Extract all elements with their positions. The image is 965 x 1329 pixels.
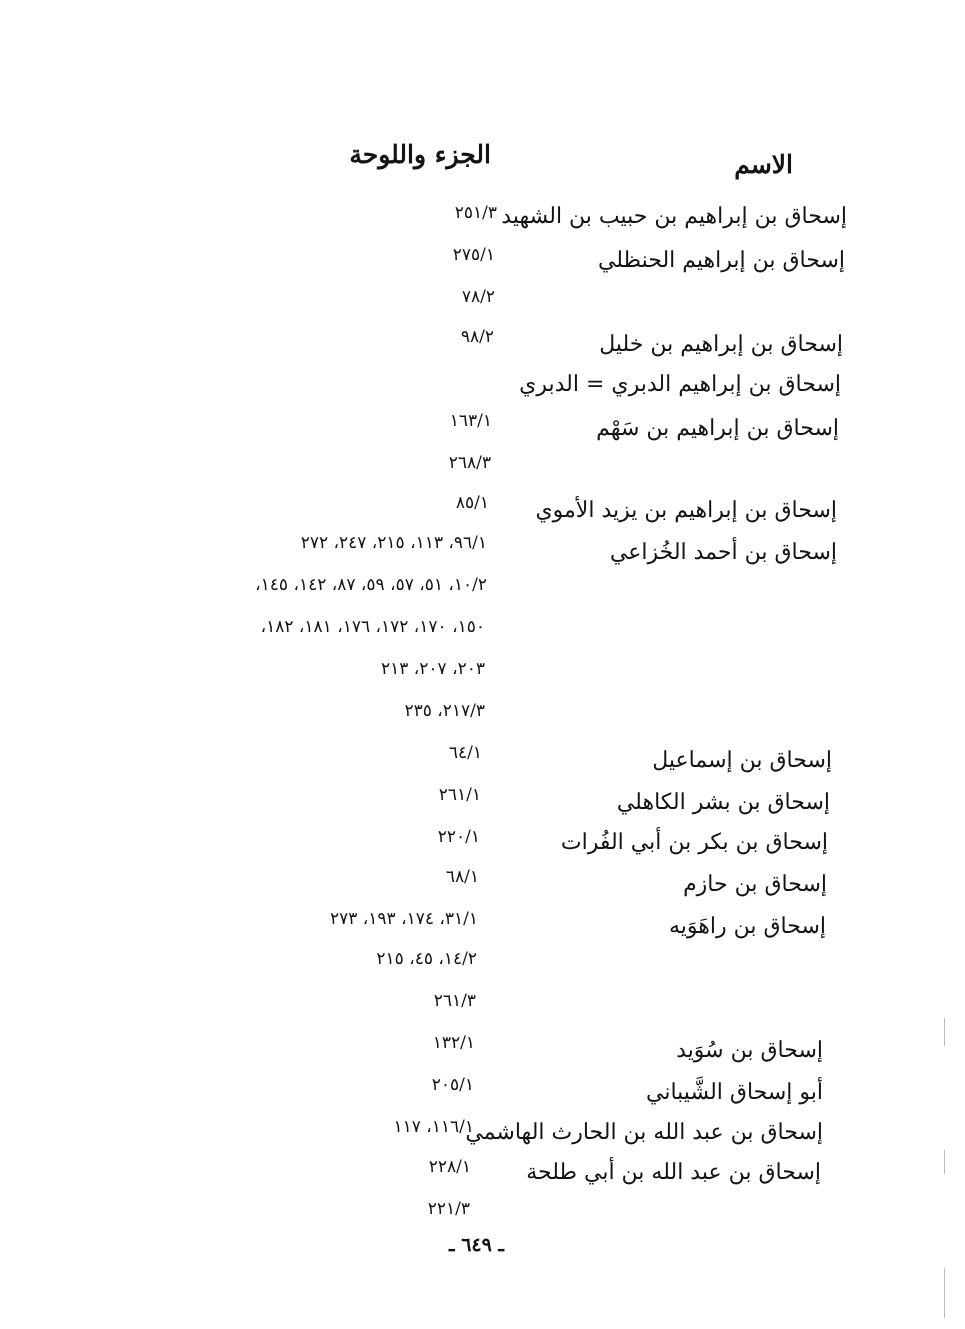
- index-entry-reference: ٩٦/١، ١١٣، ٢١٥، ٢٤٧، ٢٧٢: [300, 533, 487, 553]
- index-entry-name: إسحاق بن إبراهيم بن سَهْم: [596, 416, 839, 441]
- index-entry-reference: ٢٥١/٣: [454, 203, 497, 223]
- index-entry-reference: ٢٠٣، ٢٠٧، ٢١٣: [381, 659, 485, 679]
- index-entry-reference: ٢٢٨/١: [428, 1157, 471, 1177]
- index-entry-name: إسحاق بن إبراهيم الدبري = الدبري: [519, 372, 841, 397]
- index-entry-name: إسحاق بن راهَوَيه: [669, 914, 826, 939]
- index-entry-reference: ١٣٢/١: [432, 1033, 475, 1053]
- index-entry-reference: ١٦٣/١: [449, 411, 492, 431]
- index-entry-name: إسحاق بن أحمد الخُزاعي: [609, 540, 837, 565]
- index-entry-reference: ٢٠٥/١: [431, 1075, 474, 1095]
- index-entry-name: إسحاق بن حازم: [683, 872, 827, 897]
- index-entry-name: إسحاق بن بشر الكاهلي: [616, 790, 830, 815]
- column-header-name: الاسم: [734, 150, 793, 179]
- index-entry-reference: ٦٨/١: [445, 867, 479, 887]
- index-entry-reference: ٢٦١/٣: [433, 991, 476, 1011]
- index-entry-reference: ٢٦٨/٣: [448, 453, 491, 473]
- index-entry-reference: ١١٦/١، ١١٧: [393, 1117, 474, 1137]
- index-entry-reference: ٢٢٠/١: [437, 827, 480, 847]
- index-entry-name: إسحاق بن إبراهيم بن يزيد الأموي: [535, 498, 837, 523]
- index-entry-reference: ٩٨/٢: [460, 327, 494, 347]
- index-entry-reference: ٢١٧/٣، ٢٣٥: [404, 701, 485, 721]
- index-entry-reference: ٧٨/٢: [461, 287, 495, 307]
- scan-edge-mark: [944, 1268, 945, 1318]
- index-entry-reference: ١٠/٢، ٥١، ٥٧، ٥٩، ٨٧، ١٤٢، ١٤٥،: [255, 575, 487, 595]
- index-entry-reference: ٦٤/١: [448, 743, 482, 763]
- index-entry-name: إسحاق بن إبراهيم بن خليل: [599, 332, 843, 357]
- index-entry-reference: ٢٢١/٣: [427, 1199, 470, 1219]
- index-entry-reference: ٢٧٥/١: [452, 245, 495, 265]
- index-entry-reference: ٨٥/١: [455, 493, 489, 513]
- index-entry-reference: ١٤/٢، ٤٥، ٢١٥: [376, 949, 477, 969]
- index-entry-name: إسحاق بن إبراهيم بن حبيب بن الشهيد: [501, 204, 847, 229]
- scan-edge-mark: [944, 1150, 945, 1174]
- page-number-text: ـ ٦٤٩ ـ: [449, 1234, 504, 1256]
- index-entry-name: إسحاق بن بكر بن أبي الفُرات: [560, 830, 828, 855]
- page-number: [0, 1234, 965, 1256]
- column-header-volume-plate: الجزء واللوحة: [349, 140, 491, 169]
- index-entry-name: إسحاق بن سُوَيد: [676, 1038, 823, 1063]
- index-entry-reference: ٢٦١/١: [438, 785, 481, 805]
- scan-edge-mark: [944, 1018, 945, 1046]
- index-entry-reference: ٣١/١، ١٧٤، ١٩٣، ٢٧٣: [329, 909, 478, 929]
- index-entry-name: أبو إسحاق الشَّيباني: [646, 1080, 823, 1105]
- index-entry-name: إسحاق بن إسماعيل: [652, 748, 832, 773]
- index-entry-name: إسحاق بن عبد الله بن أبي طلحة: [526, 1160, 821, 1185]
- index-entry-name: إسحاق بن إبراهيم الحنظلي: [597, 248, 845, 273]
- index-entry-name: إسحاق بن عبد الله بن الحارث الهاشمي: [465, 1120, 823, 1145]
- index-entry-reference: ١٥٠، ١٧٠، ١٧٢، ١٧٦، ١٨١، ١٨٢،: [260, 617, 485, 637]
